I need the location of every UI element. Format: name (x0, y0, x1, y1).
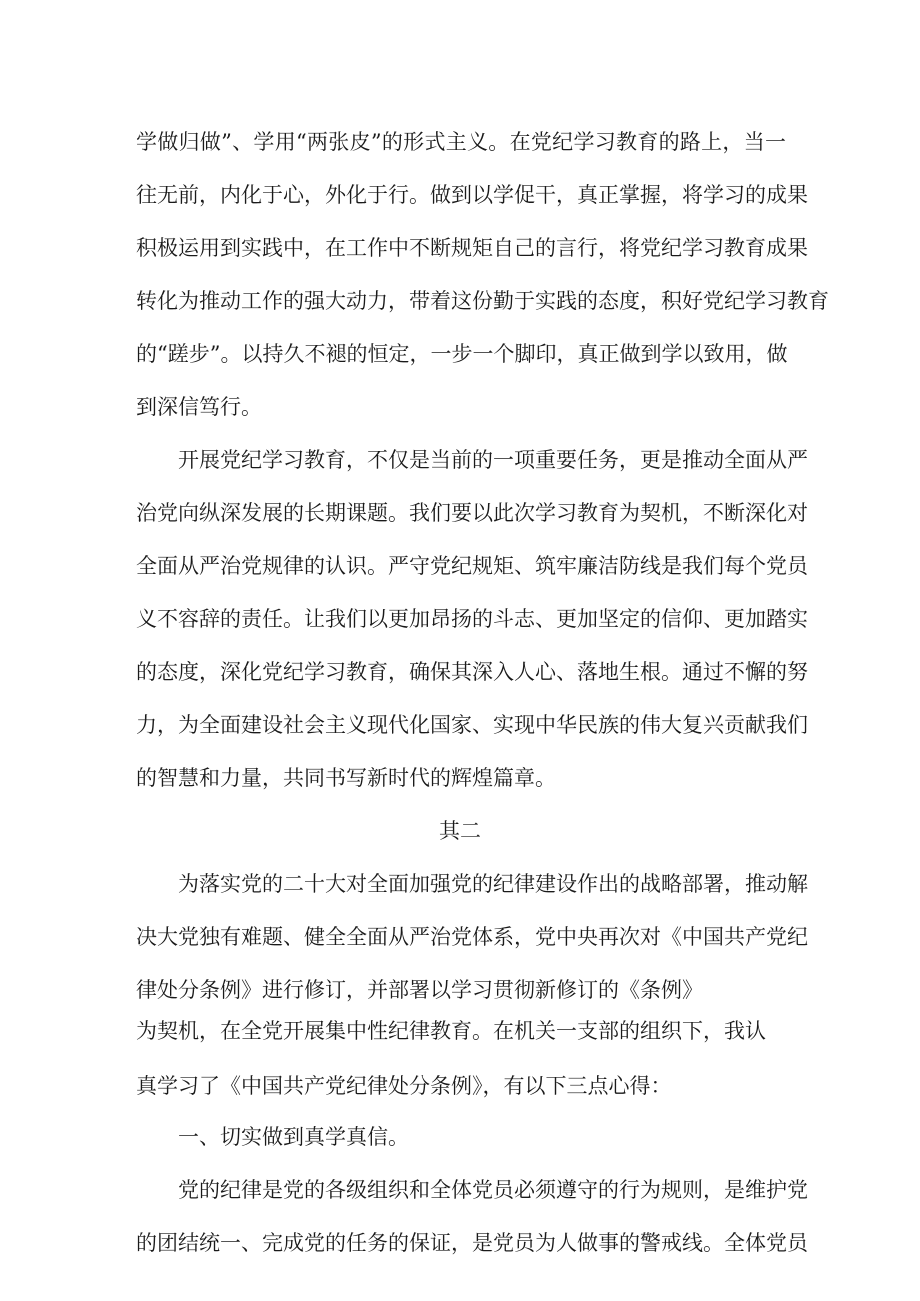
para3-line-5: 真学习了《中国共产党纪律处分条例》，有以下三点心得： (136, 1074, 672, 1098)
para2-line-2: 治党向纵深发展的长期课题。我们要以此次学习教育为契机，不断深化对 (136, 501, 808, 525)
para1-line-6: 到深信笃行。 (136, 395, 262, 419)
para3-line-1: 为落实党的二十大对全面加强党的纪律建设作出的战略部署，推动解 (178, 872, 808, 896)
para2-line-6: 力，为全面建设社会主义现代化国家、实现中华民族的伟大复兴贡献我们 (136, 713, 808, 737)
para1-line-4: 转化为推动工作的强大动力，带着这份勤于实践的态度，积好党纪学习教育 (136, 289, 829, 313)
para1-line-3: 积极运用到实践中，在工作中不断规矩自己的言行，将党纪学习教育成果 (136, 236, 808, 260)
para2-line-7: 的智慧和力量，共同书写新时代的辉煌篇章。 (136, 766, 556, 790)
para2-line-1: 开展党纪学习教育，不仅是当前的一项重要任务，更是推动全面从严 (178, 448, 808, 472)
para3-line-4: 为契机，在全党开展集中性纪律教育。在机关一支部的组织下，我认 (136, 1019, 766, 1043)
para3-line-2: 决大党独有难题、健全全面从严治党体系，党中央再次对《中国共产党纪 (136, 925, 808, 949)
para2-line-3: 全面从严治党规律的认识。严守党纪规矩、筑牢廉洁防线是我们每个党员 (136, 554, 808, 578)
section-title: 其二 (439, 819, 481, 843)
para1-line-5: 的“蹉步”。以持久不褪的恒定，一步一个脚印，真正做到学以致用，做 (136, 342, 788, 366)
para4-line-2: 的团结统一、完成党的任务的保证，是党员为人做事的警戒线。全体党员 (136, 1231, 808, 1255)
point1-title: 一、切实做到真学真信。 (178, 1125, 409, 1149)
para2-line-4: 义不容辞的责任。让我们以更加昂扬的斗志、更加坚定的信仰、更加踏实 (136, 607, 808, 631)
para2-line-5: 的态度，深化党纪学习教育，确保其深入人心、落地生根。通过不懈的努 (136, 660, 808, 684)
para1-line-1: 学做归做”、学用“两张皮”的形式主义。在党纪学习教育的路上，当一 (136, 130, 786, 154)
para3-line-3: 律处分条例》进行修订，并部署以学习贯彻新修订的《条例》 (136, 978, 703, 1002)
para4-line-1: 党的纪律是党的各级组织和全体党员必须遵守的行为规则，是维护党 (178, 1178, 808, 1202)
para1-line-2: 往无前，内化于心，外化于行。做到以学促干，真正掌握，将学习的成果 (136, 183, 808, 207)
